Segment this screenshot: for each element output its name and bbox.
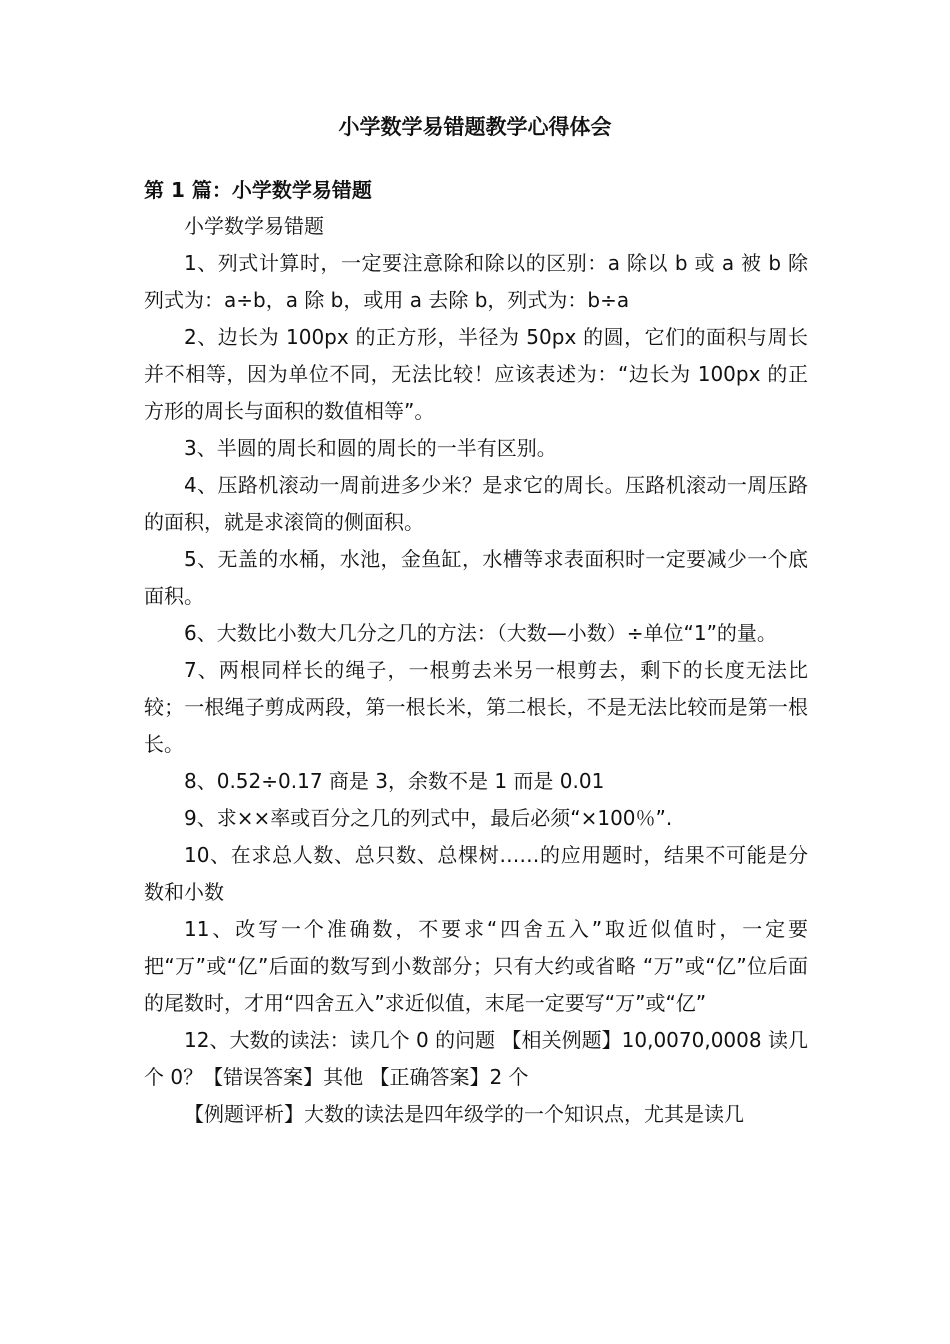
paragraph-item-4: 4、压路机滚动一周前进多少米？是求它的周长。压路机滚动一周压路的面积，就是求滚筒的侧面积。: [144, 473, 808, 534]
paragraph-item-7: 7、两根同样长的绳子，一根剪去米另一根剪去，剩下的长度无法比较；一根绳子剪成两段，第一根长米，第二根长，不是无法比较而是第一根长。: [144, 658, 808, 756]
paragraph-item-1: 1、列式计算时，一定要注意除和除以的区别：a 除以 b 或 a 被 b 除列式为：a÷b，a 除 b，或用 a 去除 b，列式为：b÷a: [144, 251, 808, 312]
chapter-heading: 第 1 篇：小学数学易错题: [144, 178, 372, 202]
document-body: [144, 208, 808, 1133]
paragraph-item-11: 11、改写一个准确数，不要求“四舍五入”取近似值时，一定要把“万”或“亿”后面的数写到小数部分；只有大约或省略 “万”或“亿”位后面的尾数时，才用“四舍五入”求近似值，末尾一定要写“万”或“亿”: [144, 917, 808, 1015]
paragraph-item-2: 2、边长为 100px 的正方形，半径为 50px 的圆，它们的面积与周长并不相等，因为单位不同，无法比较！应该表述为：“边长为 100px 的正方形的周长与面积的数值相等”。: [144, 325, 808, 423]
paragraph-item-3: 3、半圆的周长和圆的周长的一半有区别。: [184, 436, 557, 460]
paragraph-item-12: 12、大数的读法：读几个 0 的问题 【相关例题】10,0070,0008 读几个 0？【错误答案】其他 【正确答案】2 个: [144, 1028, 808, 1089]
paragraph-item-8: 8、0.52÷0.17 商是 3，余数不是 1 而是 0.01: [184, 769, 605, 793]
paragraph-subtitle: 小学数学易错题: [184, 214, 324, 238]
document-title: 小学数学易错题教学心得体会: [338, 115, 612, 139]
paragraph-item-9: 9、求××率或百分之几的列式中，最后必须“×100％”.: [184, 806, 673, 830]
paragraph-item-6: 6、大数比小数大几分之几的方法：（大数—小数）÷单位“1”的量。: [184, 621, 777, 645]
paragraph-example-analysis: 【例题评析】大数的读法是四年级学的一个知识点，尤其是读几: [184, 1102, 744, 1126]
paragraph-item-5: 5、无盖的水桶，水池，金鱼缸，水槽等求表面积时一定要减少一个底面积。: [144, 547, 808, 608]
paragraph-item-10: 10、在求总人数、总只数、总棵树……的应用题时，结果不可能是分数和小数: [144, 843, 808, 904]
